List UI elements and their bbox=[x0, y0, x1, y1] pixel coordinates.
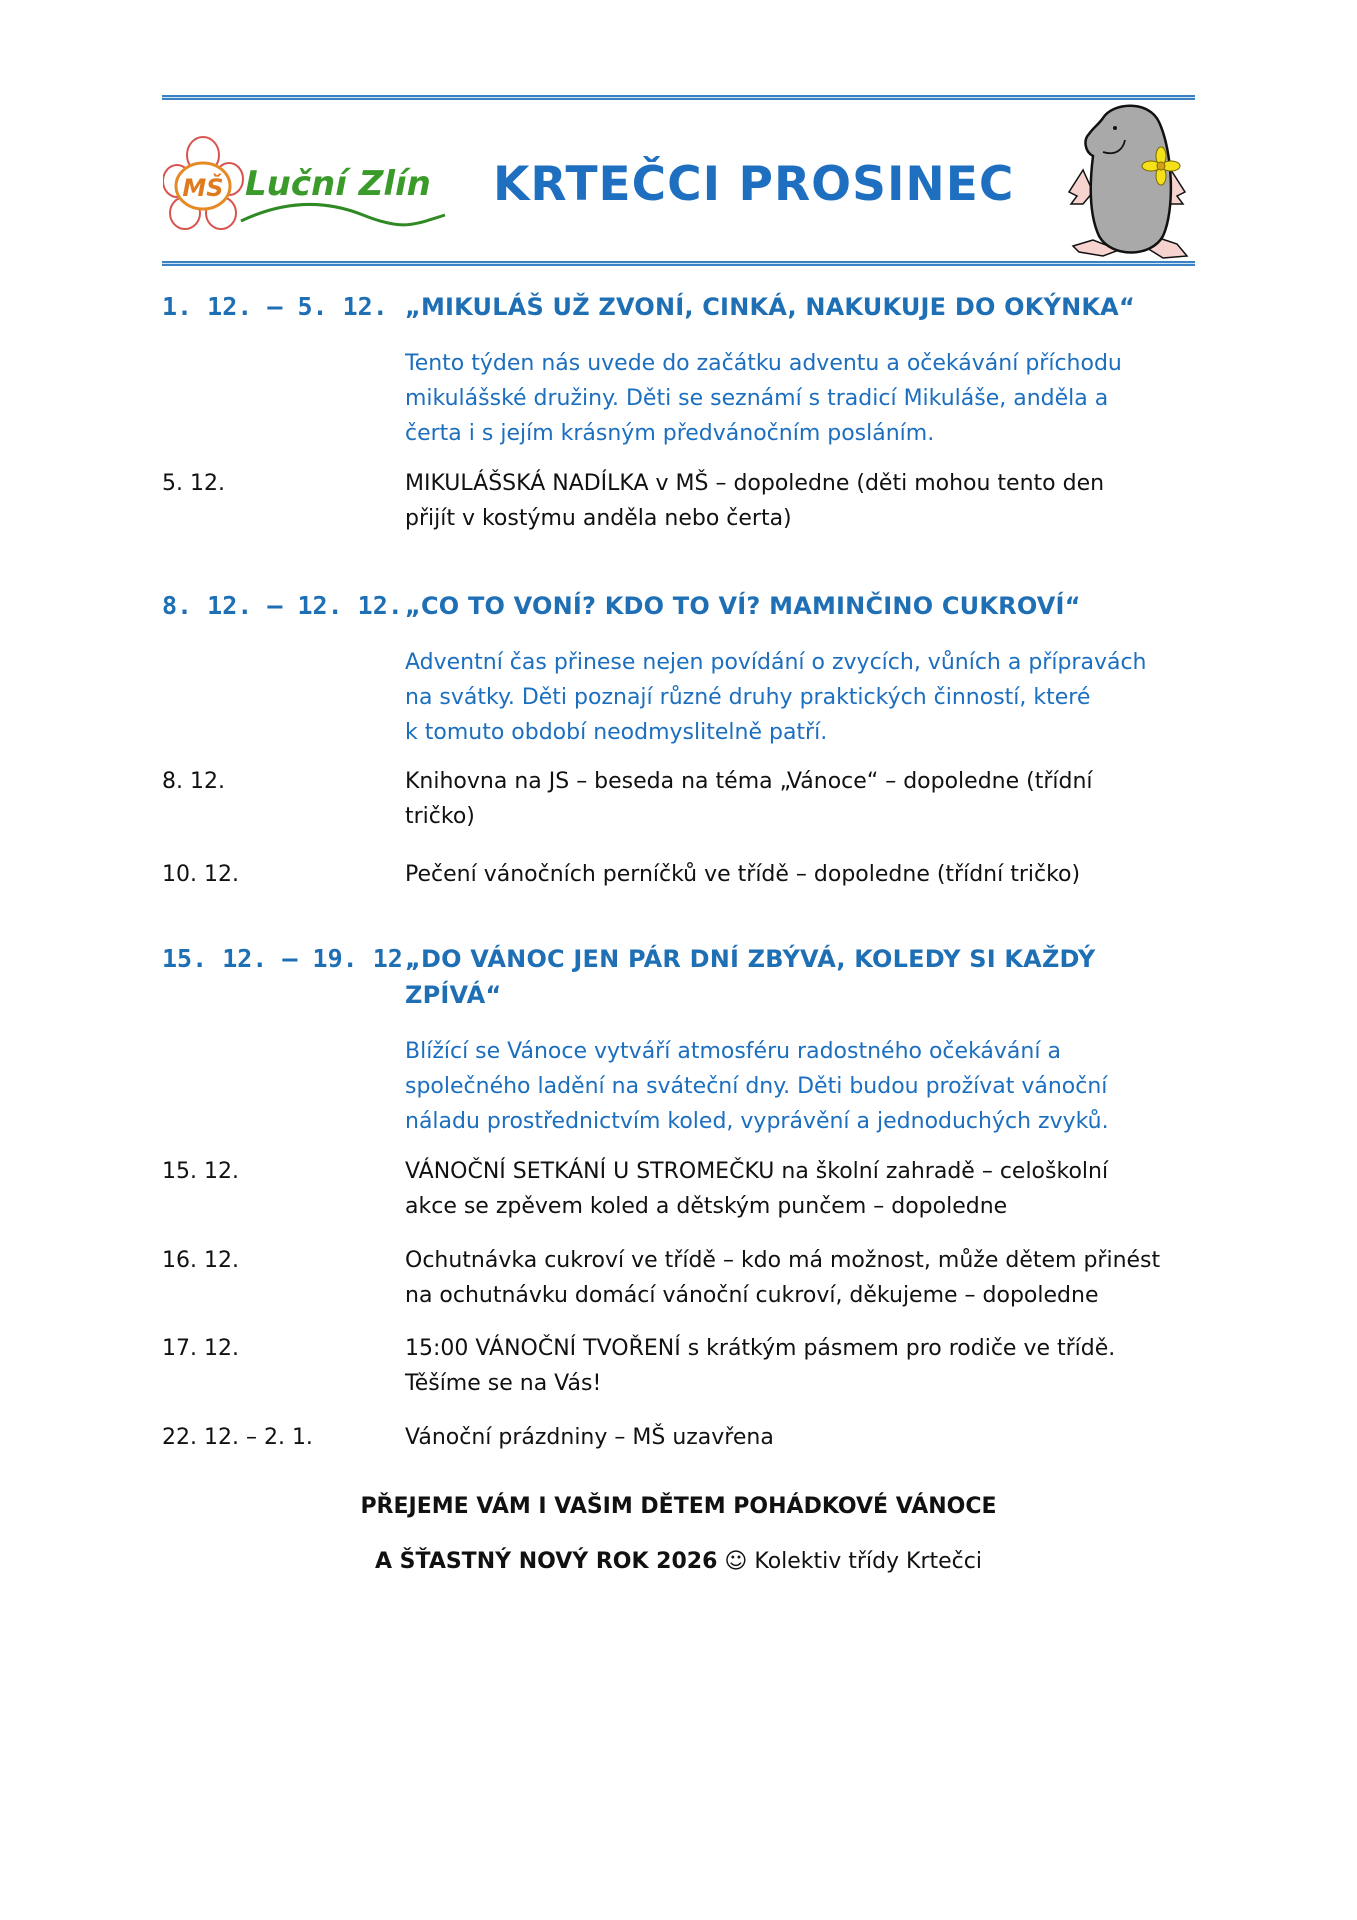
page-title: KRTEČCI PROSINEC bbox=[493, 157, 1015, 212]
event-text: VÁNOČNÍ SETKÁNÍ U STROMEČKU na školní zahradě – celoškolní bbox=[405, 1159, 1109, 1184]
event-text: přijít v kostýmu anděla nebo čerta) bbox=[405, 506, 792, 531]
description-line: mikulášské družiny. Děti se seznámí s tradicí Mikuláše, anděla a bbox=[405, 386, 1109, 411]
description-line: na svátky. Děti poznají různé druhy praktických činností, které bbox=[405, 685, 1091, 710]
section-dates: 8. 12. – 12. 12. bbox=[162, 591, 403, 620]
greeting-new-year: A ŠŤASTNÝ NOVÝ ROK 2026 bbox=[374, 1549, 718, 1574]
mole-icon bbox=[1063, 100, 1193, 260]
section-title: ZPÍVÁ“ bbox=[405, 981, 502, 1009]
event-date: 10. 12. bbox=[162, 862, 239, 887]
header-top-rule bbox=[162, 95, 1195, 100]
event-text: tričko) bbox=[405, 804, 475, 829]
greeting-line-1: PŘEJEME VÁM I VAŠIM DĚTEM POHÁDKOVÉ VÁNOCE bbox=[360, 1494, 997, 1519]
description-line: Tento týden nás uvede do začátku adventu a očekávání příchodu bbox=[405, 351, 1122, 376]
greeting-signature: Kolektiv třídy Krtečci bbox=[754, 1549, 982, 1574]
description-line: k tomuto období neodmyslitelně patří. bbox=[405, 720, 828, 745]
event-text: Ochutnávka cukroví ve třídě – kdo má možnost, může dětem přinést bbox=[405, 1248, 1161, 1273]
description-line: Adventní čas přinese nejen povídání o zvycích, vůních a přípravách bbox=[405, 650, 1147, 675]
section-title: „CO TO VONÍ? KDO TO VÍ? MAMINČINO CUKROVÍ“ bbox=[405, 592, 1081, 620]
description-line: společného ladění na sváteční dny. Děti budou prožívat vánoční bbox=[405, 1074, 1108, 1099]
smiley-icon: ☺ bbox=[724, 1549, 748, 1574]
section-title: „MIKULÁŠ UŽ ZVONÍ, CINKÁ, NAKUKUJE DO OKÝNKA“ bbox=[405, 293, 1135, 321]
event-date: 22. 12. – 2. 1. bbox=[162, 1425, 313, 1450]
event-date: 16. 12. bbox=[162, 1248, 239, 1273]
event-text: Vánoční prázdniny – MŠ uzavřena bbox=[405, 1425, 774, 1450]
section-dates: 1. 12. – 5. 12. bbox=[162, 292, 388, 321]
event-text: na ochutnávku domácí vánoční cukroví, děkujeme – dopoledne bbox=[405, 1283, 1099, 1308]
section-dates: 15. 12. – 19. 12. bbox=[162, 944, 418, 973]
description-line: čerta i s jejím krásným předvánočním posláním. bbox=[405, 421, 935, 446]
event-date: 5. 12. bbox=[162, 471, 225, 496]
logo-ms-text: MŠ bbox=[182, 174, 224, 202]
greeting-line-2 bbox=[0, 1549, 1357, 1574]
event-text: Těšíme se na Vás! bbox=[405, 1371, 602, 1396]
header-bottom-rule bbox=[162, 261, 1195, 266]
event-date: 17. 12. bbox=[162, 1336, 239, 1361]
section-title: „DO VÁNOC JEN PÁR DNÍ ZBÝVÁ, KOLEDY SI KAŽDÝ bbox=[405, 945, 1096, 973]
event-text: akce se zpěvem koled a dětským punčem – dopoledne bbox=[405, 1194, 1008, 1219]
logo-name-text: Luční Zlín bbox=[245, 164, 431, 204]
logo-wave-icon bbox=[241, 204, 445, 225]
description-line: Blížící se Vánoce vytváří atmosféru radostného očekávání a bbox=[405, 1039, 1061, 1064]
event-text: Pečení vánočních perníčků ve třídě – dopoledne (třídní tričko) bbox=[405, 862, 1081, 887]
event-text: MIKULÁŠSKÁ NADÍLKA v MŠ – dopoledne (děti mohou tento den bbox=[405, 471, 1105, 496]
event-date: 15. 12. bbox=[162, 1159, 239, 1184]
description-line: náladu prostřednictvím koled, vyprávění a jednoduchých zvyků. bbox=[405, 1109, 1109, 1134]
event-text: Knihovna na JS – beseda na téma „Vánoce“ – dopoledne (třídní bbox=[405, 769, 1093, 794]
event-date: 8. 12. bbox=[162, 769, 225, 794]
event-text: 15:00 VÁNOČNÍ TVOŘENÍ s krátkým pásmem pro rodiče ve třídě. bbox=[405, 1336, 1116, 1361]
school-logo bbox=[163, 133, 448, 238]
